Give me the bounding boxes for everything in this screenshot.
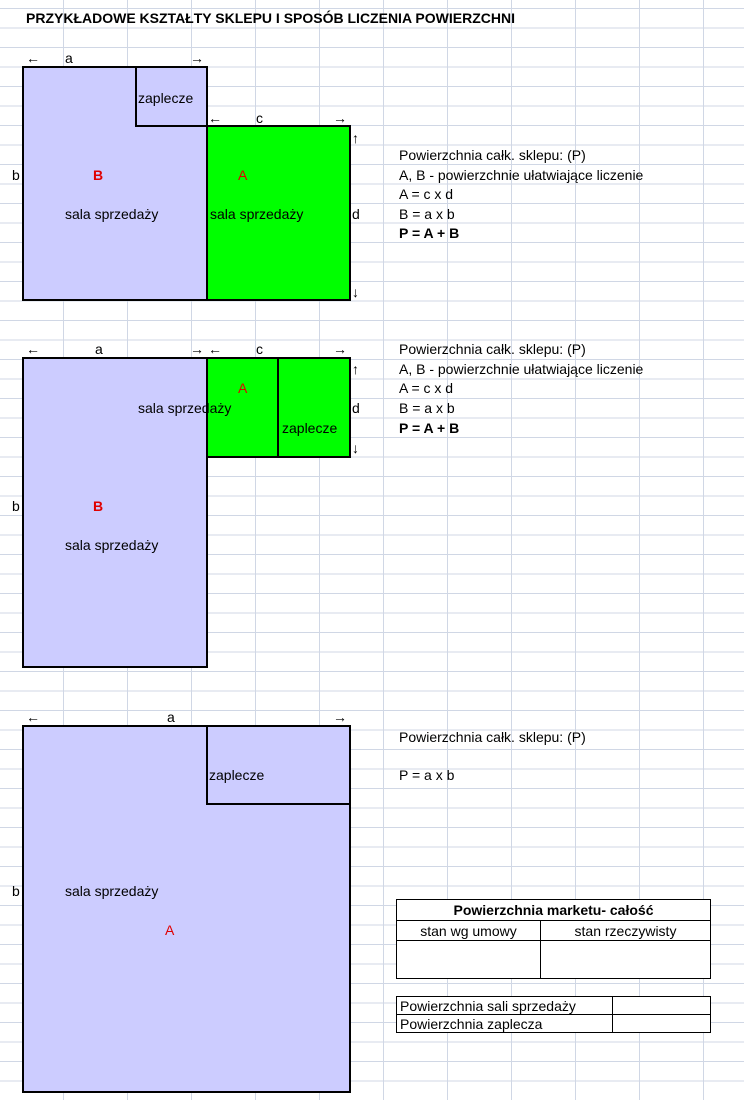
arrow-up-icon: ↑ xyxy=(352,361,359,377)
backroom-area-cell[interactable] xyxy=(613,1015,711,1033)
area-b-label: B xyxy=(93,167,104,183)
zaplecze-label: zaplecze xyxy=(138,90,194,106)
row-label: Powierzchnia zaplecza xyxy=(397,1015,613,1033)
dimension-b-label: b xyxy=(12,883,20,899)
arrow-down-icon: ↓ xyxy=(352,284,359,300)
arrow-up-icon: ↑ xyxy=(352,130,359,146)
arrow-right-icon: → xyxy=(333,110,347,126)
sala-label: sala sprzedaży xyxy=(65,206,159,222)
row-label: Powierzchnia sali sprzedaży xyxy=(397,997,613,1015)
column-header: stan wg umowy xyxy=(397,921,541,941)
sala-label: sala sprzedaży xyxy=(138,400,232,416)
formula-line: A, B - powierzchnie ułatwiające liczenie xyxy=(399,361,644,377)
area-a-label: A xyxy=(165,922,175,938)
arrow-right-icon: → xyxy=(190,341,204,357)
formula-line: Powierzchnia całk. sklepu: (P) xyxy=(399,729,586,745)
page-title: PRZYKŁADOWE KSZTAŁTY SKLEPU I SPOSÓB LICZENIA POWIERZCHNI xyxy=(26,10,515,26)
dimension-a-label: a xyxy=(65,50,73,66)
formula-line: Powierzchnia całk. sklepu: (P) xyxy=(399,341,586,357)
arrow-right-icon: → xyxy=(333,709,347,725)
zaplecze-area xyxy=(206,725,351,805)
formula-line: A = c x d xyxy=(399,380,454,396)
arrow-right-icon: → xyxy=(190,50,204,66)
divider-line xyxy=(277,357,279,458)
formula-line: A = c x d xyxy=(399,186,454,202)
sala-label: sala sprzedaży xyxy=(65,537,159,553)
table-header: Powierzchnia marketu- całość xyxy=(397,900,711,921)
arrow-left-icon: ← xyxy=(26,341,40,357)
formula-line: Powierzchnia całk. sklepu: (P) xyxy=(399,147,586,163)
formula-line: B = a x b xyxy=(399,400,455,416)
formula-line: P = a x b xyxy=(399,767,455,783)
formula-line: B = a x b xyxy=(399,206,455,222)
formula-total: P = A + B xyxy=(399,420,460,436)
column-header: stan rzeczywisty xyxy=(541,921,711,941)
area-b-label: B xyxy=(93,498,104,514)
dimension-c-label: c xyxy=(256,110,263,126)
formula-total: P = A + B xyxy=(399,225,460,241)
area-breakdown-table xyxy=(396,996,711,1033)
area-a-label: A xyxy=(238,167,248,183)
zaplecze-label: zaplecze xyxy=(282,420,338,436)
arrow-left-icon: ← xyxy=(26,709,40,725)
dimension-c-label: c xyxy=(256,341,263,357)
dimension-d-label: d xyxy=(352,400,360,416)
sala-label: sala sprzedaży xyxy=(210,206,304,222)
dimension-b-label: b xyxy=(12,167,20,183)
area-a-label: A xyxy=(238,380,248,396)
arrow-right-icon: → xyxy=(333,341,347,357)
sales-area-cell[interactable] xyxy=(613,997,711,1015)
dimension-d-label: d xyxy=(352,206,360,222)
dimension-a-label: a xyxy=(167,709,175,725)
arrow-left-icon: ← xyxy=(208,110,222,126)
arrow-left-icon: ← xyxy=(26,50,40,66)
sala-label: sala sprzedaży xyxy=(65,883,159,899)
arrow-left-icon: ← xyxy=(208,341,222,357)
actual-area-cell[interactable] xyxy=(541,941,711,979)
contract-area-cell[interactable] xyxy=(397,941,541,979)
arrow-down-icon: ↓ xyxy=(352,440,359,456)
zaplecze-label: zaplecze xyxy=(209,767,265,783)
dimension-a-label: a xyxy=(95,341,103,357)
market-area-table xyxy=(396,899,711,979)
formula-line: A, B - powierzchnie ułatwiające liczenie xyxy=(399,167,644,183)
dimension-b-label: b xyxy=(12,498,20,514)
